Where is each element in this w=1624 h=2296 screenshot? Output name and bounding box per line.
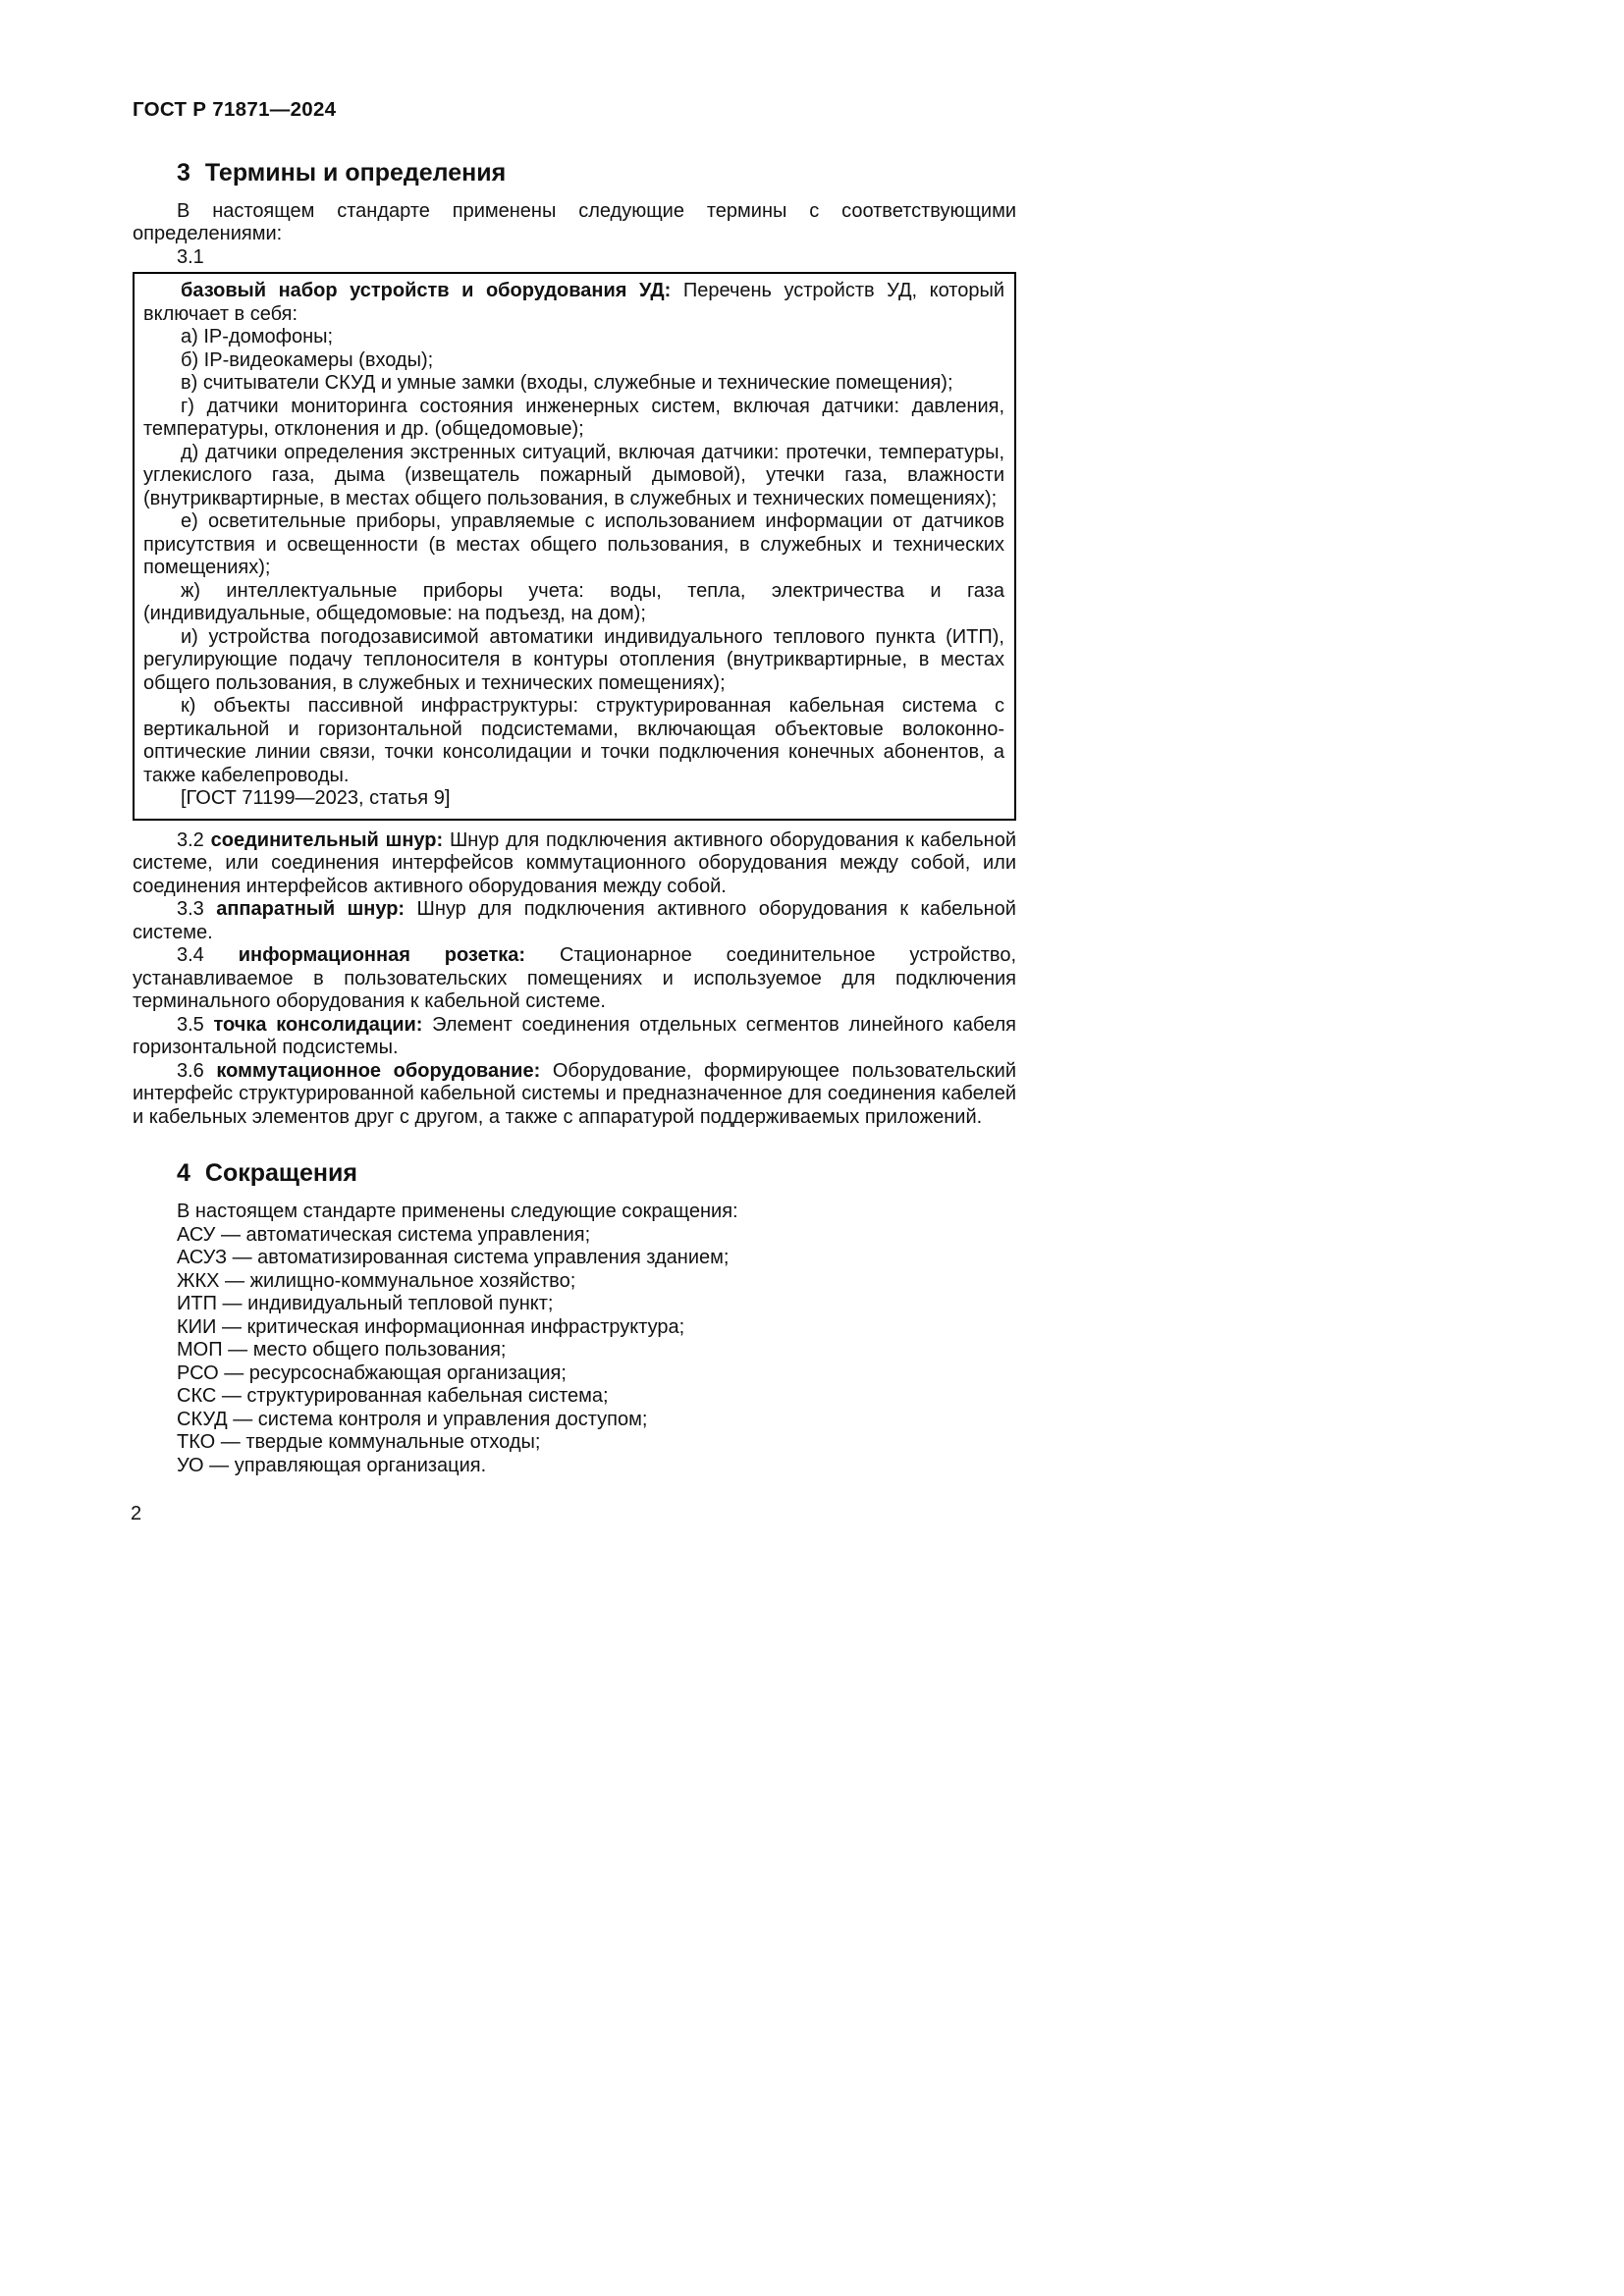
definition-3-2: [133, 829, 1016, 899]
definition-3-2-number: 3.2: [177, 828, 211, 851]
definition-3-3-number: 3.3: [177, 898, 217, 920]
definition-3-2-text: Шнур для подключения активного оборудования к кабельной системе, или соединения интерфейсов коммутационного оборудования между собой, или соединения интерфейсов активного оборудования между собой.: [133, 828, 1016, 897]
section-terms-title: [133, 158, 1016, 187]
abbreviation-sks: СКС — структурированная кабельная система;: [177, 1385, 609, 1407]
boxed-definition-item-i: и) устройства погодозависимой автоматики индивидуального теплового пункта (ИТП), регулирующие подачу теплоносителя в контуры отопления (внутриквартирные, в местах общего пользования, в служебных и технических помещениях);: [143, 625, 1004, 694]
boxed-definition: [133, 272, 1016, 821]
page-number: 2: [131, 1503, 142, 1524]
abbreviation-asuz: АСУЗ — автоматизированная система управления зданием;: [177, 1247, 730, 1268]
abbreviation-rso: РСО — ресурсоснабжающая организация;: [177, 1362, 567, 1384]
doc-code-header: ГОСТ Р 71871—2024: [133, 98, 337, 121]
definition-3-2-term: соединительный шнур:: [210, 828, 450, 851]
section-abbreviations-title: [133, 1158, 1016, 1188]
definition-3-4: [133, 944, 1016, 1014]
abbreviations-list: [133, 1201, 1016, 1477]
boxed-definition-item-d: д) датчики определения экстренных ситуаций, включая датчики: протечки, температуры, углекислого газа, дыма (извещатель пожарный дымовой), утечки газа, влажности (внутриквартирные, в местах общего пользования, в служебных и технических помещениях);: [143, 441, 1004, 509]
definition-3-5: [133, 1014, 1016, 1060]
definition-3-4-term: информационная розетка:: [238, 944, 560, 966]
abbreviation-mop: МОП — место общего пользования;: [177, 1339, 507, 1361]
section-abbreviations-title-text: Сокращения: [204, 1159, 357, 1187]
boxed-definition-item-k: к) объекты пассивной инфраструктуры: структурированная кабельная система с вертикальной и горизонтальной подсистемами, включающая объектовые волоконно-оптические линии связи, точки консолидации и точки подключения конечных абонентов, а также кабелепроводы.: [143, 695, 1004, 786]
section-abbreviations-number: 4: [177, 1159, 190, 1187]
section-terms-number: 3: [177, 158, 190, 187]
abbreviation-kii: КИИ — критическая информационная инфраструктура;: [177, 1315, 685, 1338]
definition-3-3-text: Шнур для подключения активного оборудования к кабельной системе.: [133, 898, 1016, 943]
boxed-definition-item-e: е) осветительные приборы, управляемые с использованием информации от датчиков присутствия и освещенности (в местах общего пользования, в служебных и технических помещениях);: [143, 510, 1004, 578]
terms-intro-paragraph: В настоящем стандарте применены следующие термины с соответствующими определениями:: [133, 199, 1016, 244]
definition-3-6: [133, 1060, 1016, 1130]
definition-3-6-number: 3.6: [177, 1059, 217, 1082]
definition-3-4-number: 3.4: [177, 944, 239, 966]
boxed-definition-term: базовый набор устройств и оборудования УД:: [181, 280, 672, 301]
abbreviation-tko: ТКО — твердые коммунальные отходы;: [177, 1431, 541, 1453]
boxed-definition-item-b: б) IP-видеокамеры (входы);: [181, 348, 434, 371]
section-terms-title-text: Термины и определения: [204, 158, 507, 187]
abbreviation-skud: СКУД — система контроля и управления доступом;: [177, 1408, 648, 1430]
abbreviation-zhkh: ЖКХ — жилищно-коммунальное хозяйство;: [177, 1269, 576, 1292]
boxed-definition-item-zh: ж) интеллектуальные приборы учета: воды, тепла, электричества и газа (индивидуальные, общедомовые: на подъезд, на дом);: [143, 579, 1004, 624]
boxed-definition-lead: [143, 280, 1004, 326]
abbreviations-intro: В настоящем стандарте применены следующие сокращения:: [177, 1201, 738, 1222]
definition-3-4-text: Стационарное соединительное устройство, устанавливаемое в пользовательских помещениях и используемое для подключения терминального оборудования к кабельной системе.: [133, 944, 1017, 1012]
page-content: [133, 98, 1016, 1526]
abbreviation-itp: ИТП — индивидуальный тепловой пункт;: [177, 1293, 554, 1314]
definition-3-3: [133, 898, 1016, 944]
definition-3-5-number: 3.5: [177, 1013, 214, 1036]
definition-3-6-text: Оборудование, формирующее пользовательский интерфейс структурированной кабельной системы и предназначенное для соединения кабелей и кабельных элементов друг с другом, а также с аппаратурой поддерживаемых приложений.: [133, 1059, 1016, 1128]
boxed-definition-item-v: в) считыватели СКУД и умные замки (входы, служебные и технические помещения);: [181, 372, 953, 394]
abbreviation-asu: АСУ — автоматическая система управления;: [177, 1223, 591, 1246]
boxed-definition-item-g: г) датчики мониторинга состояния инженерных систем, включая датчики: давления, температуры, отклонения и др. (общедомовые);: [143, 395, 1004, 440]
abbreviation-uo: УО — управляющая организация.: [177, 1454, 487, 1476]
term-3-1-number: 3.1: [177, 245, 204, 268]
boxed-definition-source: [ГОСТ 71199—2023, статья 9]: [181, 787, 451, 809]
definition-3-5-term: точка консолидации:: [213, 1013, 433, 1036]
boxed-definition-item-a: а) IP-домофоны;: [181, 326, 334, 347]
definition-3-5-text: Элемент соединения отдельных сегментов линейного кабеля горизонтальной подсистемы.: [133, 1013, 1017, 1058]
definition-3-6-term: коммутационное оборудование:: [216, 1059, 553, 1082]
boxed-definition-lead-text: Перечень устройств УД, который включает в себя:: [143, 280, 1004, 325]
definition-3-3-term: аппаратный шнур:: [216, 898, 417, 920]
